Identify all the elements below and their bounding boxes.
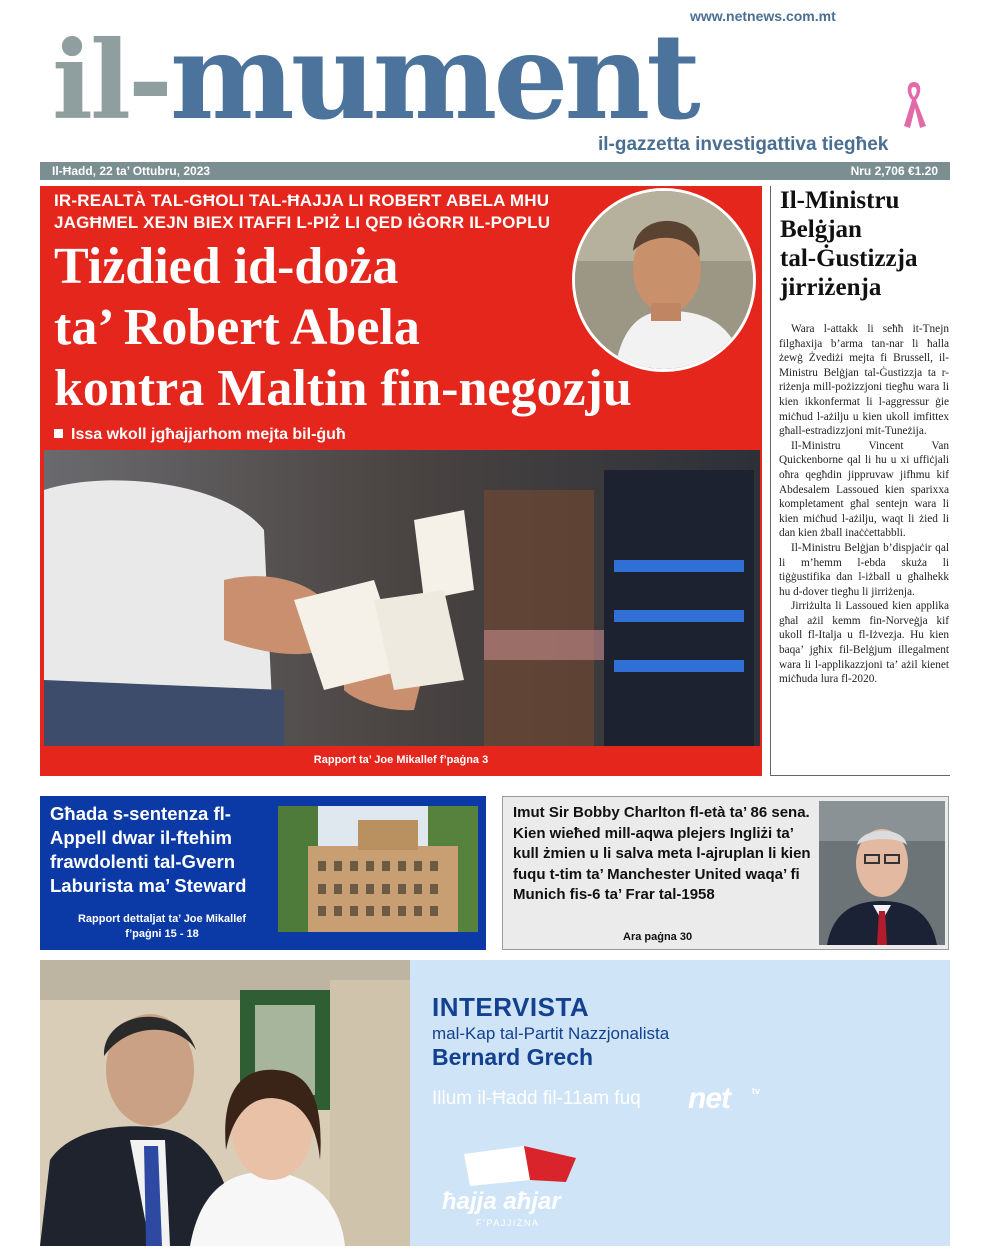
main-subhead	[54, 426, 346, 444]
sidebar-divider	[770, 186, 771, 776]
site-url[interactable]: www.netnews.com.mt	[690, 8, 836, 24]
portrait-illustration	[575, 191, 753, 369]
sidebar-paragraph: Jirriżulta li Lassoued kien applika għal ażil kemm fin-Norveġja kif ukoll fl-Italja u fl-Iżvezja. Hu kien baqa’ jgħix fil-Belġjum illegalment wara li l-applikazzjoni ta’ ażil kienet miċħuda lura fl-2020.	[779, 600, 949, 686]
tagline: il-gazzetta investigattiva tiegħek	[598, 134, 889, 155]
ad-broadcast-time: Illum il-Ħadd fil-11am fuq	[432, 1088, 641, 1109]
interview-advertisement[interactable]	[40, 960, 950, 1246]
charlton-story-box[interactable]	[502, 796, 949, 950]
net-tv-logo: net	[688, 1082, 730, 1115]
report-line: f’paġni 15 - 18	[125, 928, 199, 940]
charlton-page-ref[interactable]: Ara paġna 30	[623, 931, 693, 943]
steward-report-ref[interactable]	[50, 912, 274, 942]
charlton-illustration	[819, 801, 945, 945]
receipts-illustration	[44, 450, 760, 746]
net-tv-suffix: tv	[752, 1086, 761, 1096]
steward-headline: Għada s-sentenza fl-Appell dwar il-ftehim frawdolenti tal-Gvern Laburista ma’ Steward	[50, 803, 247, 896]
receipts-photo	[44, 450, 760, 746]
charlton-text: Imut Sir Bobby Charlton fl-età ta’ 86 sena. Kien wieħed mill-aqwa plejers Ingliżi ta’ kull żmien u li salva meta l-ajruplan li kien fuqu t-tim ta’ Manchester United waqa’ fi Munich fis-6 ta’ Frar tal-1958	[513, 804, 811, 903]
main-kicker: IR-REALTÀ TAL-GĦOLI TAL-ĦAJJA LI ROBERT ABELA MHU JAGĦMEL XEJN BIEX ITAFFI L-PIŻ LI QED IĠORR IL-POPLU	[54, 191, 551, 232]
sidebar-headline-line: tal-Ġustizzja	[780, 245, 918, 272]
report-line: Rapport dettaljat ta’ Joe Mikallef	[77, 913, 247, 925]
sidebar-paragraph: Il-Ministru Vincent Van Quickenborne qal li hu u xi uffiċjali oħra qegħdin jippruvaw jifhmu kif Abdesalem Lassoued kien sparixxa kompletament għal sentejn wara li kien miċħud l-ażilju, waqt li żied li dan kien żball inaċċettabbli.	[779, 439, 949, 540]
headline-line: ta’ Robert Abela	[54, 299, 420, 356]
ad-slogan: ħajja aħjar	[442, 1188, 561, 1215]
sidebar-headline[interactable]	[780, 186, 952, 302]
headline-line: kontra Maltin fin-negozju	[54, 360, 632, 417]
grech-photo	[40, 960, 410, 1246]
portrait-photo	[572, 188, 756, 372]
newspaper-logo	[52, 7, 697, 146]
sidebar-headline-line: Il-Ministru	[780, 187, 900, 214]
bullet-square-icon	[54, 429, 63, 438]
date-bar	[40, 162, 950, 180]
main-story[interactable]	[40, 186, 762, 776]
sidebar-article-body	[779, 322, 949, 687]
sidebar-paragraph: Il-Ministru Belġjan b’dispjaċir qal li m’hemm l-ebda skuża li tiġġustifika dan l-iżball u għalhekk hu d-dover tiegħu li jirriżenja.	[779, 541, 949, 598]
sidebar-headline-line: Belġjan	[780, 216, 862, 243]
subhead-text: Issa wkoll jgħajjarhom mejta bil-ġuħ	[71, 426, 346, 443]
charlton-photo	[819, 801, 945, 945]
ad-guest-name: Bernard Grech	[432, 1044, 594, 1070]
ad-slogan-sub: F’PAJJIŻNA	[476, 1218, 540, 1228]
pink-ribbon-icon	[902, 78, 926, 130]
building-illustration	[278, 806, 478, 932]
issue-date: Il-Ħadd, 22 ta’ Ottubru, 2023	[52, 164, 211, 178]
issue-number-price: Nru 2,706 €1.20	[850, 164, 938, 178]
logo-prefix: il-	[52, 18, 170, 144]
headline-line: Tiżdied id-doża	[54, 238, 399, 295]
grech-illustration	[40, 960, 410, 1246]
main-report-ref[interactable]: Rapport ta’ Joe Mikallef f’paġna 3	[313, 754, 489, 766]
sidebar-headline-line: jirriżenja	[780, 274, 882, 301]
hospital-building-photo	[278, 806, 478, 932]
sidebar-bottom-rule	[770, 775, 950, 776]
ad-subheading: mal-Kap tal-Partit Nazzjonalista	[432, 1024, 670, 1043]
ad-heading: INTERVISTA	[432, 992, 590, 1022]
sidebar-paragraph: Wara l-attakk li seħħ it-Tnejn filgħaxija b’arma tan-nar li ħalla żewġ Żvediżi mejta fi Brussell, il-Ministru Belġjan tal-Ġustizzja ta r-riżenja mill-pożizzjoni tiegħu wara li kien ikkonfermat li l-aggressur ġie miċħud l-ażilju u kien ukoll imfittex għall-estradizzjoni mit-Tuneżija.	[779, 323, 949, 438]
steward-story-box[interactable]	[40, 796, 486, 950]
logo-main: mument	[169, 7, 697, 146]
